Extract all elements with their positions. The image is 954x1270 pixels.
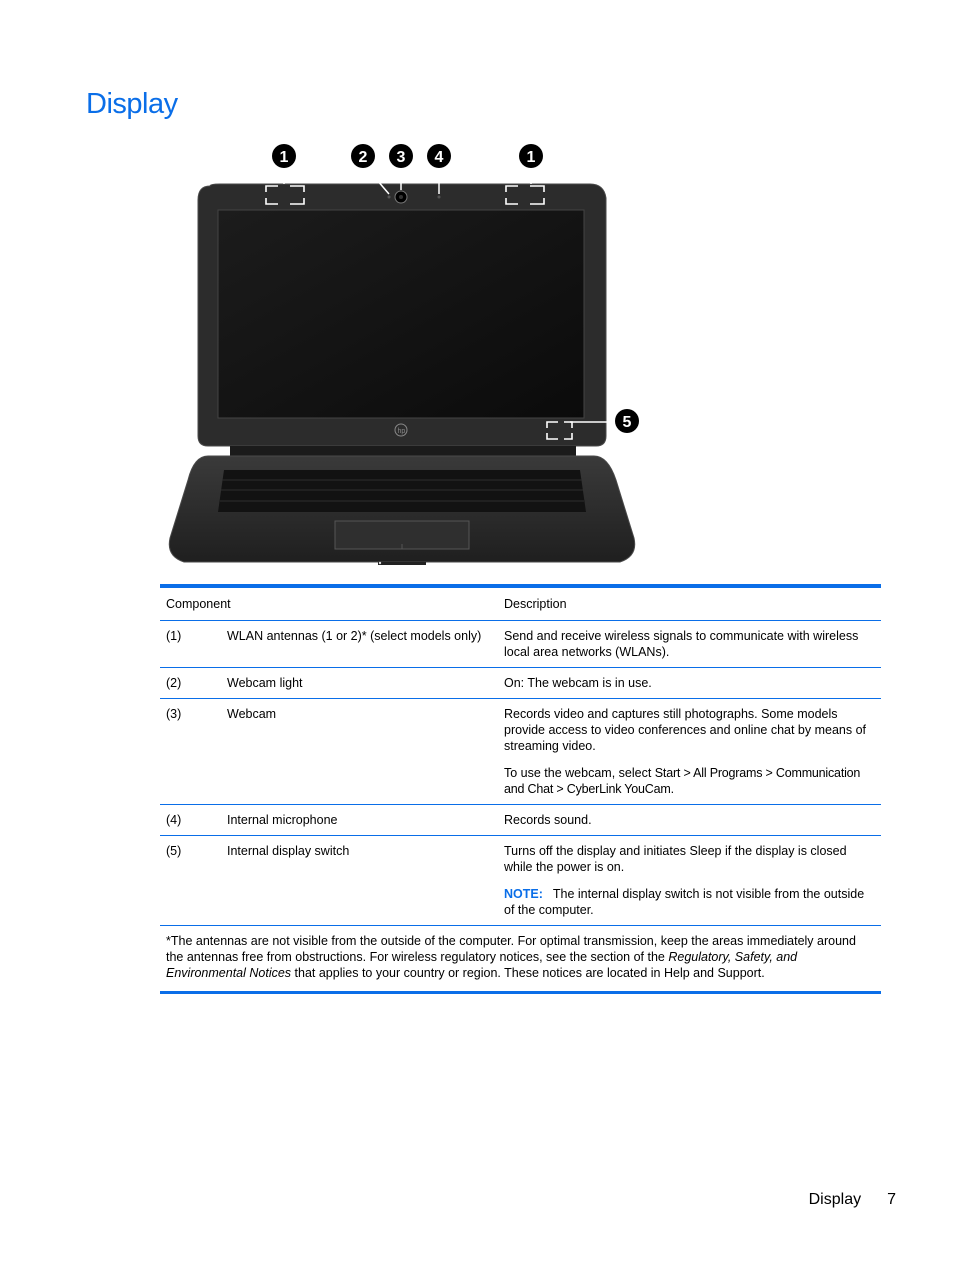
table-row (160, 836, 881, 926)
note-text: The internal display switch is not visible from the outside of the computer. (504, 887, 865, 917)
webcam-light (388, 196, 391, 199)
table-row (160, 699, 881, 805)
laptop-display-figure (160, 140, 650, 575)
menu-path: Start > All Programs > Communication and Chat > CyberLink YouCam (504, 766, 861, 796)
callout-5-label: 5 (622, 414, 632, 431)
component-name: WLAN antennas (1 or 2)* (select models only) (227, 629, 482, 643)
component-description: Send and receive wireless signals to communicate with wireless local area networks (WLANs). (504, 629, 859, 659)
footnote-part2: that applies to your country or region. These notices are located in Help and Support. (291, 966, 765, 980)
component-number: (2) (166, 676, 182, 690)
page-title: Display (86, 88, 178, 120)
note-label: NOTE: (504, 887, 543, 901)
component-name: Webcam light (227, 676, 303, 690)
webcam-description: Records video and captures still photographs. Some models provide access to video conferences and online chat by means of streaming video. (504, 707, 867, 753)
header-component: Component (166, 597, 231, 611)
component-description: Records sound. (504, 813, 592, 827)
component-name: Internal microphone (227, 813, 338, 827)
callout-4 (427, 144, 451, 168)
table-row (160, 668, 881, 699)
component-name: Internal display switch (227, 844, 350, 858)
svg-text:hp: hp (397, 428, 406, 435)
table-header-row (160, 586, 881, 621)
laptop-screen (218, 210, 584, 418)
page-number: 7 (887, 1191, 896, 1208)
component-number: (5) (166, 844, 182, 858)
callout-3 (389, 144, 413, 168)
instructions-prefix: To use the webcam, select (504, 766, 655, 780)
table-row (160, 621, 881, 668)
note (504, 886, 875, 918)
instructions-suffix: . (670, 782, 675, 796)
component-description (498, 836, 881, 926)
footnote (160, 926, 881, 993)
callout-5 (615, 409, 639, 433)
component-number: (1) (166, 629, 182, 643)
component-description: On: The webcam is in use. (504, 676, 652, 690)
callout-1-right (519, 144, 543, 168)
component-name: Webcam (227, 707, 277, 721)
component-number: (3) (166, 707, 182, 721)
header-description: Description (504, 597, 567, 611)
callout-4-label: 4 (434, 149, 444, 166)
display-switch-description: Turns off the display and initiates Sleep if the display is closed while the power is on. (504, 844, 847, 874)
footer-section-name: Display (808, 1191, 862, 1208)
callout-2 (351, 144, 375, 168)
callout-3-label: 3 (396, 149, 406, 166)
callout-1-right-label: 1 (526, 149, 536, 166)
microphone (438, 196, 441, 199)
table-row (160, 805, 881, 836)
webcam-instructions (504, 765, 875, 797)
footnote-document-title: Regulatory, Safety, and Environmental Notices (166, 950, 798, 980)
keyboard (218, 470, 586, 512)
page-footer (809, 1191, 896, 1209)
footnote-part1: *The antennas are not visible from the outside of the computer. For optimal transmission, keep the areas immediately around the antennas free from obstructions. For wireless regulatory notices, see the section of the (166, 934, 856, 964)
component-table (160, 584, 881, 994)
callout-1-left (272, 144, 296, 168)
component-description (498, 699, 881, 805)
callout-2-label: 2 (358, 149, 368, 166)
callout-1-left-label: 1 (279, 149, 289, 166)
footnote-row (160, 926, 881, 993)
laptop-illustration (160, 140, 650, 575)
component-number: (4) (166, 813, 182, 827)
